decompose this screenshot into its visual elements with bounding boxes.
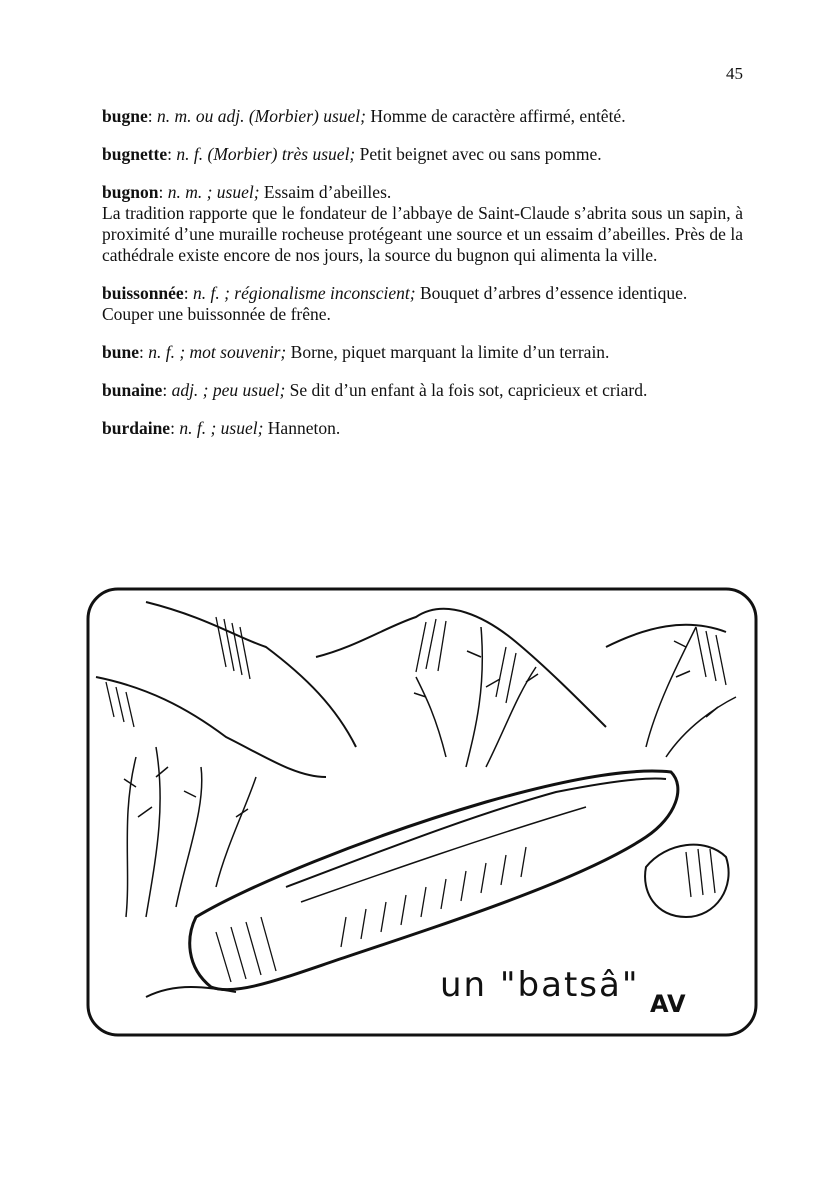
grammar-note: adj. ; peu usuel; [171,380,286,400]
entry-example: Couper une buissonnée de frêne. [102,304,331,324]
definition: Essaim d’abeilles. [263,182,392,202]
bush-right [646,627,736,757]
illustration-caption: un "batsâ" [440,965,640,1005]
grammar-note: n. f. ; mot souvenir; [148,342,287,362]
entry-burdaine: burdaine: n. f. ; usuel; Hanneton. [102,418,341,438]
entry-bugne: bugne: n. m. ou adj. (Morbier) usuel; Homme de caractère affirmé, entêté. [102,106,626,126]
definition: Bouquet d’arbres d’essence identique. [419,283,688,303]
grammar-note: n. f. ; usuel; [179,418,264,438]
definition: Se dit d’un enfant à la fois sot, capricieux et criard. [289,380,648,400]
mountain-ridge-center [316,609,606,727]
entry-buissonnee: buissonnée: n. f. ; régionalisme inconscient; Bouquet d’arbres d’essence identique. Couper une buissonnée de frêne. [102,283,743,325]
entry-paragraph: La tradition rapporte que le fondateur de l’abbaye de Saint-Claude s’abrita sous un sapin, à proximité d’une muraille rocheuse protégeant une source et un essaim d’abeilles. Près de la cathédrale existe encore de nos jours, la source du bugnon qui alimenta la ville. [102,203,743,265]
mountain-ridge-left [146,602,356,747]
wooden-trough [190,771,678,990]
hill-left [96,677,326,777]
grammar-note: n. m. ou adj. (Morbier) usuel; [156,106,366,126]
illustration-batsa [86,587,758,1037]
definition: Hanneton. [267,418,341,438]
headword: bugne [102,106,148,126]
bush-left [124,747,256,917]
bush-center [414,627,538,767]
headword: bune [102,342,139,362]
page-number: 45 [726,64,743,83]
entry-bugnon: bugnon: n. m. ; usuel; Essaim d’abeilles. La tradition rapporte que le fondateur de l’abbaye de Saint-Claude s’abrita sous un sapin, à proximité d’une muraille rocheuse protégeant une source et un essaim d’abeilles. Près de la cathédrale existe encore de nos jours, la source du bugnon qui alimenta la ville. [102,182,743,265]
definition: Petit beignet avec ou sans pomme. [359,144,602,164]
definition: Homme de caractère affirmé, entêté. [370,106,626,126]
headword: burdaine [102,418,171,438]
dictionary-entries [102,106,743,456]
entry-bunaine: bunaine: adj. ; peu usuel; Se dit d’un enfant à la fois sot, capricieux et criard. [102,380,648,400]
trough-drawing [86,587,758,1037]
headword: bugnette [102,144,168,164]
entry-bugnette: bugnette: n. f. (Morbier) très usuel; Petit beignet avec ou sans pomme. [102,144,602,164]
grammar-note: n. f. ; régionalisme inconscient; [192,283,416,303]
entry-bune: bune: n. f. ; mot souvenir; Borne, piquet marquant la limite d’un terrain. [102,342,610,362]
mountain-hatching [106,617,726,727]
definition: Borne, piquet marquant la limite d’un terrain. [290,342,610,362]
grammar-note: n. m. ; usuel; [167,182,260,202]
headword: bugnon [102,182,159,202]
grammar-note: n. f. (Morbier) très usuel; [176,144,356,164]
artist-signature: AV [650,990,686,1018]
headword: bunaine [102,380,163,400]
headword: buissonnée [102,283,184,303]
